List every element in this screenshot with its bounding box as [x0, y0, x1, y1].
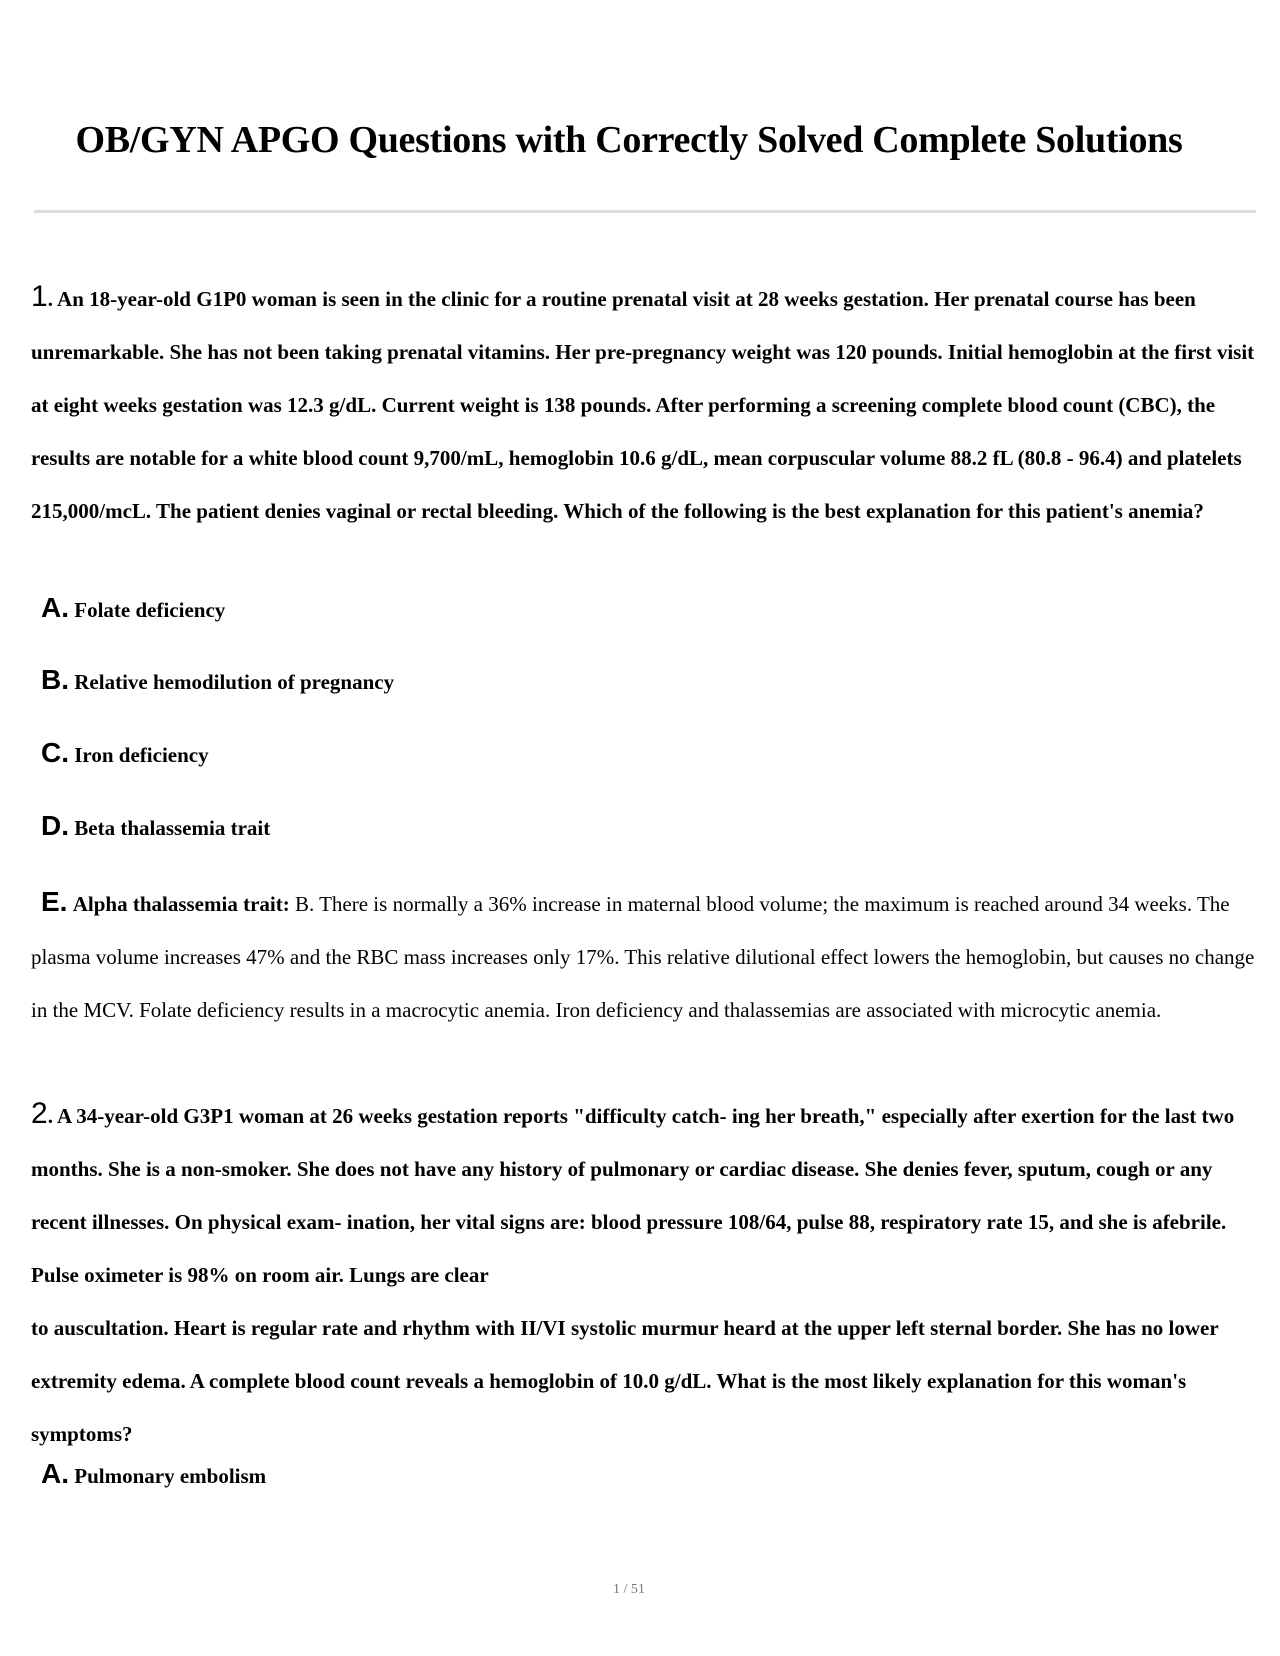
option-text: Relative hemodilution of pregnancy — [74, 670, 395, 694]
answer-option — [41, 737, 209, 769]
answer-option — [41, 810, 270, 842]
option-text: Iron deficiency — [74, 743, 209, 767]
question-number: 2 — [31, 1097, 48, 1130]
option-letter: A. — [41, 592, 69, 623]
answer-option — [41, 664, 394, 696]
page-number: 1 / 51 — [613, 1582, 645, 1597]
option-text: Pulmonary embolism — [74, 1464, 267, 1488]
option-letter: A. — [41, 1458, 69, 1489]
option-text: Beta thalassemia trait — [74, 816, 271, 840]
option-letter: E. — [41, 886, 68, 917]
answer-option — [41, 1458, 266, 1490]
question-text: A 34-year-old G3P1 woman at 26 weeks gestation reports "difficulty catch- ing her breath," especially after exertion for the last two months. She is a non-smoker. She does not have any history of pulmonary or cardiac disease. She denies fever, sputum, cough or any recent illnesses. On physical exam- ination, her vital signs are: blood pressure 108/64, pulse 88, respiratory rate 15, and she is afebrile. Pulse oximeter is 98% on room air. Lungs are clear — [31, 1104, 1235, 1287]
question-2 — [31, 1087, 1261, 1461]
option-letter: D. — [41, 810, 69, 841]
explanation-text: B. There is normally a 36% increase in maternal blood volume; the maximum is reached around 34 weeks. The plasma volume increases 47% and the RBC mass increases only 17%. This relative dilutional effect lowers the hemoglobin, but causes no change in the MCV. Folate deficiency results in a macrocytic anemia. Iron deficiency and thalassemias are associated with microcytic anemia. — [31, 892, 1255, 1022]
title-divider — [34, 210, 1256, 213]
answer-option — [41, 592, 225, 624]
document-title: OB/GYN APGO Questions with Correctly Solved Complete Solutions — [75, 119, 1183, 161]
question-1 — [31, 270, 1261, 538]
option-letter: B. — [41, 664, 69, 695]
option-text: Folate deficiency — [74, 598, 226, 622]
question-stem: 2. A 34-year-old G3P1 woman at 26 weeks gestation reports "difficulty catch- ing her breath," especially after exertion for the last two months. She is a non-smoker. She does not have any history of pulmonary or cardiac disease. She denies fever, sputum, cough or any recent illnesses. On physical exam- ination, her vital signs are: blood pressure 108/64, pulse 88, respiratory rate 15, and she is afebrile. Pulse oximeter is 98% on room air. Lungs are clear to auscultation. Heart is regular rate and rhythm with II/VI systolic murmur heard at the upper left sternal border. She has no lower extremity edema. A complete blood count reveals a hemoglobin of 10.0 g/dL. What is the most likely explanation for this woman's symptoms? — [31, 1097, 1235, 1446]
question-number: 1 — [31, 280, 48, 313]
question-stem: 1. An 18-year-old G1P0 woman is seen in the clinic for a routine prenatal visit at 28 weeks gestation. Her prenatal course has been unremarkable. She has not been taking prenatal vitamins. Her pre-pregnancy weight was 120 pounds. Initial hemoglobin at the first visit at eight weeks gestation was 12.3 g/dL. Current weight is 138 pounds. After performing a screening complete blood count (CBC), the results are notable for a white blood count 9,700/mL, hemoglobin 10.6 g/dL, mean corpuscular volume 88.2 fL (80.8 - 96.4) and platelets 215,000/mcL. The patient denies vaginal or rectal bleeding. Which of the following is the best explanation for this patient's anemia? — [31, 280, 1255, 523]
answer-explanation — [31, 875, 1261, 1037]
question-text-continued: to auscultation. Heart is regular rate and rhythm with II/VI systolic murmur heard at the upper left sternal border. She has no lower extremity edema. A complete blood count reveals a hemoglobin of 10.0 g/dL. What is the most likely explanation for this woman's symptoms? — [31, 1316, 1219, 1446]
option-text: Alpha thalassemia trait: — [72, 892, 290, 916]
question-text: An 18-year-old G1P0 woman is seen in the clinic for a routine prenatal visit at 28 weeks gestation. Her prenatal course has been unremarkable. She has not been taking prenatal vitamins. Her pre-pregnancy weight was 120 pounds. Initial hemoglobin at the first visit at eight weeks gestation was 12.3 g/dL. Current weight is 138 pounds. After performing a screening complete blood count (CBC), the results are notable for a white blood count 9,700/mL, hemoglobin 10.6 g/dL, mean corpuscular volume 88.2 fL (80.8 - 96.4) and platelets 215,000/mcL. The patient denies vaginal or rectal bleeding. Which of the following is the best explanation for this patient's anemia? — [31, 287, 1255, 523]
option-letter: C. — [41, 737, 69, 768]
